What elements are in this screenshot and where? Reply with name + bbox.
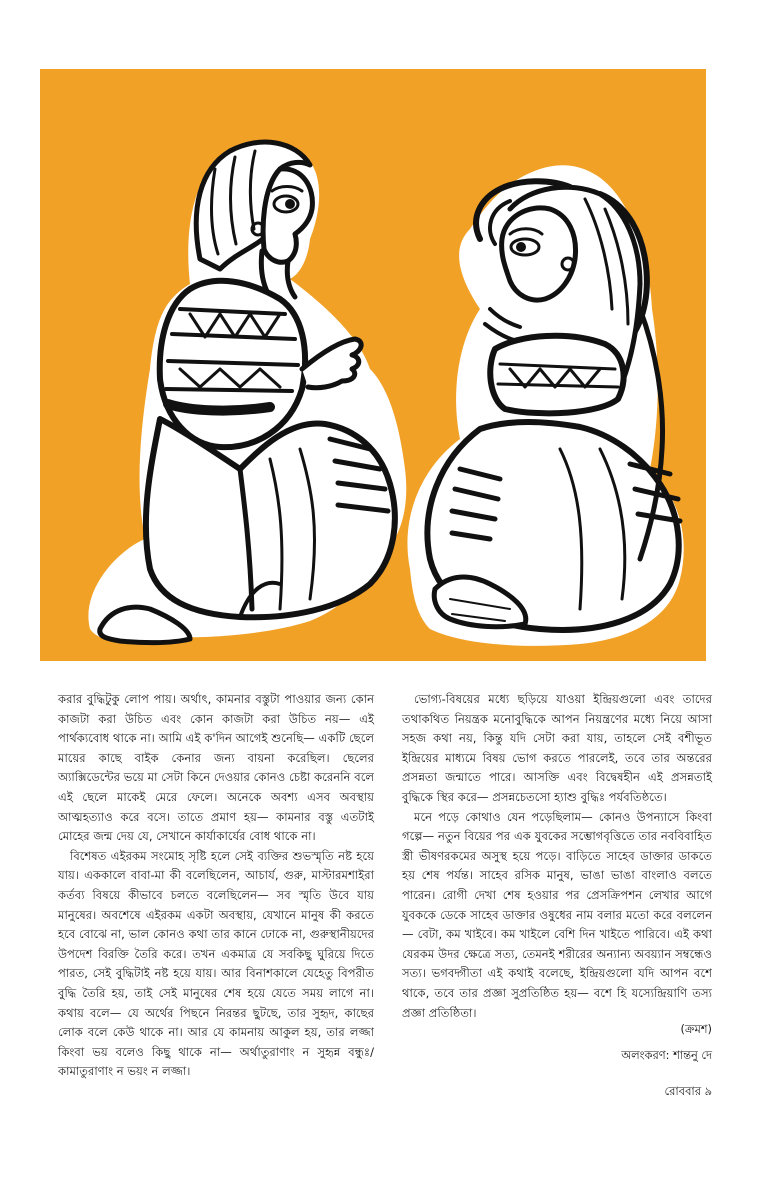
page-folio: রোববার ৯ [664, 1084, 712, 1098]
to-be-continued: (ক্রমশ) [680, 1022, 712, 1036]
article-paragraph: বিশেষত এইরকম সংমোহ সৃষ্টি হলে সেই ব্যক্তির শুভস্মৃতি নষ্ট হয়ে যায়। এককালে বাবা-মা কী বলেছিলেন, আচার্য, গুরু, মাস্টারমশাইরা কর্তব্য বিষয়ে কীভাবে চলতে বলেছিলেন— সব স্মৃতি উবে যায় মানুষের। অবশেষে এইরকম একটা অবস্থায়, যেখানে মানুষ কী করতে হবে বোঝে না, ভাল কোনও কথা তার কানে ঢোকে না, গুরুস্থানীয়দের উপদেশ বিরক্তি তৈরি করে। তখন একমাত্র যে সবকিছু ঘুরিয়ে দিতে পারত, সেই বুদ্ধিটাই নষ্ট হয়ে যায়। আর বিনাশকালে যেহেতু বিপরীত বুদ্ধি তৈরি হয়, তাই সেই মানুষের শেষ হয়ে যেতে সময় লাগে না। কথায় বলে— যে অর্থের পিছনে নিরন্তর ছুটছে, তার সুহৃদ, কাছের লোক বলে কেউ থাকে না। আর যে কামনায় আকুল হয়, তার লজ্জা কিংবা ভয় বলেও কিছু থাকে না— অর্থাতুরাণাং ন সুহৃন্ন বন্ধুঃ/ কামাতুরাণাং ন ভয়ং ন লজ্জা। [58, 848, 374, 1079]
illustration [40, 69, 706, 661]
article-left-column [58, 690, 374, 1082]
illustration-credit: অলংকরণ: শান্তনু দে [621, 1048, 712, 1062]
article-paragraph: করার বুদ্ধিটুকু লোপ পায়। অর্থাৎ, কামনার বস্তুটা পাওয়ার জন্য কোন কাজটা করা উচিত এবং কোন কাজটা করা উচিত নয়— এই পার্থক্যবোধ থাকে না। আমি এই ক'দিন আগেই শুনেছি— একটি ছেলে মায়ের কাছে বাইক কেনার জন্য বায়না করেছিল। ছেলের অ্যাক্সিডেন্টের ভয়ে মা সেটা কিনে দেওয়ার কোনও চেষ্টা করেননি বলে এই ছেলে মাকেই মেরে ফেলে। অনেকে অবশ্য এসব অবস্থায় আত্মহত্যাও করে বসে। তাতে প্রমাণ হয়— কামনার বস্তু এতটাই মোহের জন্ম দেয় যে, সেখানে কার্যাকার্যের বোধ থাকে না। [58, 692, 374, 844]
article-paragraph: মনে পড়ে কোথাও যেন পড়েছিলাম— কোনও উপন্যাসে কিংবা গল্পে— নতুন বিয়ের পর এক যুবকের সম্ভোগবৃত্তিতে তার নববিবাহিত স্ত্রী ভীষণরকমের অসুস্থ হয়ে পড়ে। বাড়িতে সাহেব ডাক্তার ডাকতে হয় শেষ পর্যন্ত। সাহেব রসিক মানুষ, ভাঙা ভাঙা বাংলাও বলতে পারেন। রোগী দেখা শেষ হওয়ার পর প্রেসক্রিপশন লেখার আগে যুবককে ডেকে সাহেব ডাক্তার ওষুধের নাম বলার মতো করে বললেন— বেটা, কম খাইবে। কম খাইলে বেশি দিন খাইতে পারিবে। এই কথা যেরকম উদর ক্ষেত্রে সত্য, তেমনই শরীরের অন্যান্য অবয়্যান সম্বন্ধেও সত্য। ভগবদ্গীতা এই কথাই বলেছে, ইন্দ্রিয়গুলো যদি আপন বশে থাকে, তবে তার প্রজ্ঞা সুপ্রতিষ্ঠিত হয়— বশে হি যস্যেন্দ্রিয়াণি তস্য প্রজ্ঞা প্রতিষ্ঠিতা। [402, 809, 712, 1020]
article-paragraph: ভোগ্য-বিষয়ের মধ্যে ছড়িয়ে যাওয়া ইন্দ্রিয়গুলো এবং তাদের তথাকথিত নিয়ন্ত্রক মনোবুদ্ধিকে আপন নিয়ন্ত্রণের মধ্যে নিয়ে আসা সহজ কথা নয়, কিন্তু যদি সেটা করা যায়, তাহলে সেই বশীভূত ইন্দ্রিয়ের মাধ্যমে বিষয় ভোগ করতে পারলেই, তবে তার অন্তরের প্রসন্নতা জন্মাতে পারে। আসক্তি এবং বিদ্বেষহীন এই প্রসন্নতাই বুদ্ধিকে স্থির করে— প্রসন্নচেতসো হ্যাশু বুদ্ধিঃ পর্যবতিষ্ঠতে। [402, 692, 712, 804]
article-right-column [402, 690, 712, 1023]
kalighat-style-illustration [40, 69, 706, 661]
